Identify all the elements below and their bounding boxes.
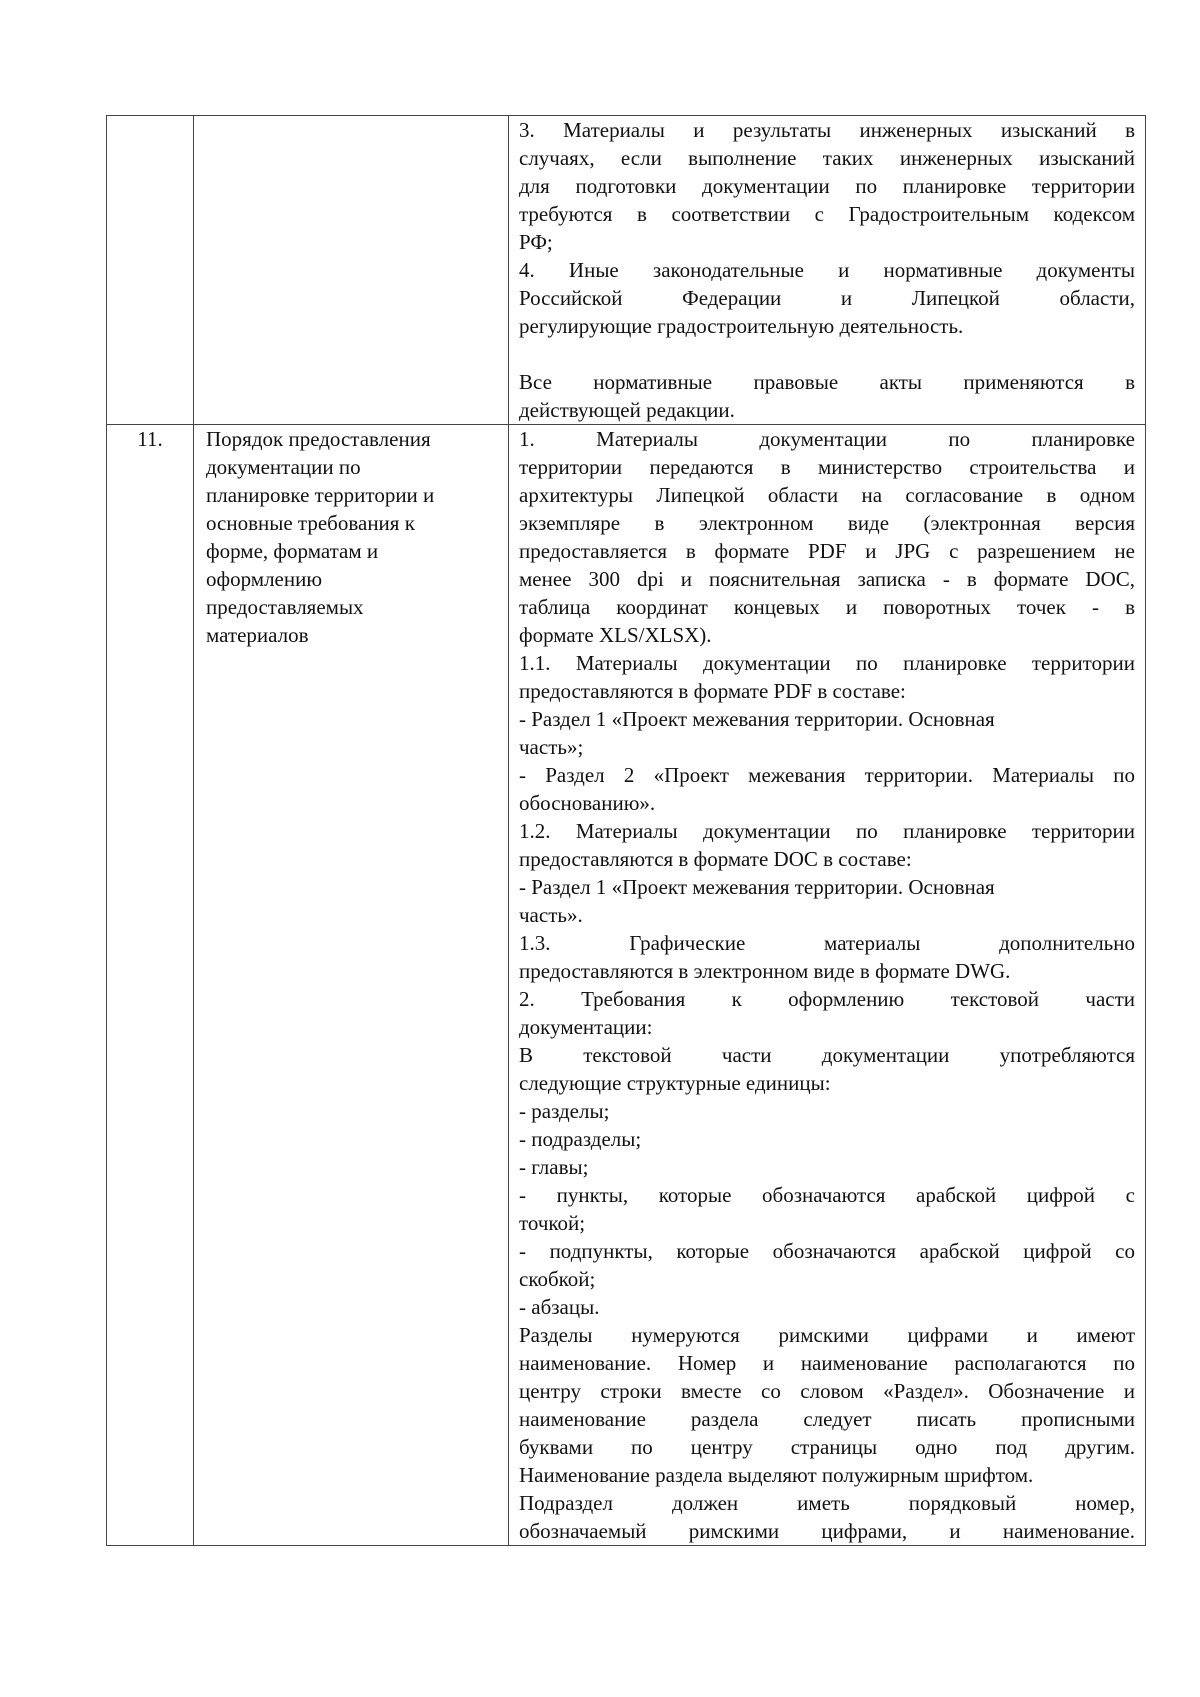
content-line: требуются в соответствии с Градостроительным кодексом [519,202,1135,226]
title-line: Порядок предоставления [206,427,431,451]
content-line: наименование раздела следует писать прописными [519,1407,1135,1431]
title-line: оформлению [206,567,323,591]
table-row [107,116,1146,425]
content-line: Подраздел должен иметь порядковый номер, [519,1491,1135,1515]
content-line: предоставляются в формате PDF в составе: [519,679,906,703]
content-line: В текстовой части документации употребляются [519,1043,1135,1067]
title-line: документации по [206,455,361,479]
content-line: предоставляется в формате PDF и JPG с разрешением не [519,539,1135,563]
title-line: планировке территории и [206,483,435,507]
content-line: предоставляются в электронном виде в формате DWG. [519,959,1011,983]
content-line: - главы; [519,1155,589,1179]
content-line: Разделы нумеруются римскими цифрами и имеют [519,1323,1135,1347]
content-line: РФ; [519,230,553,254]
content-line: для подготовки документации по планировке территории [519,174,1135,198]
content-line: 1. Материалы документации по планировке [519,427,1135,451]
content-line: 2. Требования к оформлению текстовой части [519,987,1135,1011]
content-line: 3. Материалы и результаты инженерных изысканий в [519,118,1135,142]
content-line: наименование. Номер и наименование располагаются по [519,1351,1135,1375]
row-content-cell [509,116,1146,425]
row-title-cell [194,425,509,1546]
content-line: Наименование раздела выделяют полужирным шрифтом. [519,1463,1034,1487]
content-line: - разделы; [519,1099,610,1123]
content-line: центру строки вместе со словом «Раздел». Обозначение и [519,1379,1135,1403]
content-line: регулирующие градостроительную деятельность. [519,314,964,338]
content-line: - Раздел 1 «Проект межевания территории. Основная [519,707,995,731]
content-line: следующие структурные единицы: [519,1071,831,1095]
content-line: менее 300 dpi и пояснительная записка - в формате DOC, [519,567,1135,591]
content-line: обоснованию». [519,791,656,815]
content-line: - подпункты, которые обозначаются арабской цифрой со [519,1239,1135,1263]
content-line: обозначаемый римскими цифрами, и наименование. [519,1519,1135,1543]
content-line: 1.1. Материалы документации по планировке территории [519,651,1135,675]
content-line: предоставляются в формате DOC в составе: [519,847,912,871]
content-line: 1.2. Материалы документации по планировке территории [519,819,1135,843]
content-line: часть». [519,903,583,927]
content-line: архитектуры Липецкой области на согласование в одном [519,483,1135,507]
table-row [107,425,1146,1546]
content-line: 4. Иные законодательные и нормативные документы [519,258,1135,282]
row-number-cell [107,116,194,425]
title-line: предоставляемых [206,595,364,619]
content-line: точкой; [519,1211,586,1235]
row-number: 11. [137,427,163,451]
content-line: - Раздел 2 «Проект межевания территории. Материалы по [519,763,1135,787]
content-line: - пункты, которые обозначаются арабской цифрой с [519,1183,1135,1207]
content-line: часть»; [519,735,584,759]
paragraph-gap [519,340,1135,368]
content-line: документации: [519,1015,653,1039]
row-number-cell [107,425,194,1546]
row-title-cell [194,116,509,425]
title-line: материалов [206,623,309,647]
requirements-table [106,115,1146,1546]
content-line: - подразделы; [519,1127,642,1151]
content-line: буквами по центру страницы одно под другим. [519,1435,1135,1459]
content-line: - Раздел 1 «Проект межевания территории. Основная [519,875,995,899]
content-line: 1.3. Графические материалы дополнительно [519,931,1135,955]
content-line: Российской Федерации и Липецкой области, [519,286,1135,310]
content-line: таблица координат концевых и поворотных точек - в [519,595,1135,619]
content-line: случаях, если выполнение таких инженерных изысканий [519,146,1135,170]
content-line: формате XLS/XLSX). [519,623,712,647]
content-line: экземпляре в электронном виде (электронная версия [519,511,1135,535]
content-line: - абзацы. [519,1295,600,1319]
content-line: Все нормативные правовые акты применяются в [519,370,1135,394]
title-line: форме, форматам и [206,539,379,563]
title-line: основные требования к [206,511,415,535]
content-line: действующей редакции. [519,398,735,422]
content-line: территории передаются в министерство строительства и [519,455,1135,479]
row-content-cell [509,425,1146,1546]
content-line: скобкой; [519,1267,596,1291]
